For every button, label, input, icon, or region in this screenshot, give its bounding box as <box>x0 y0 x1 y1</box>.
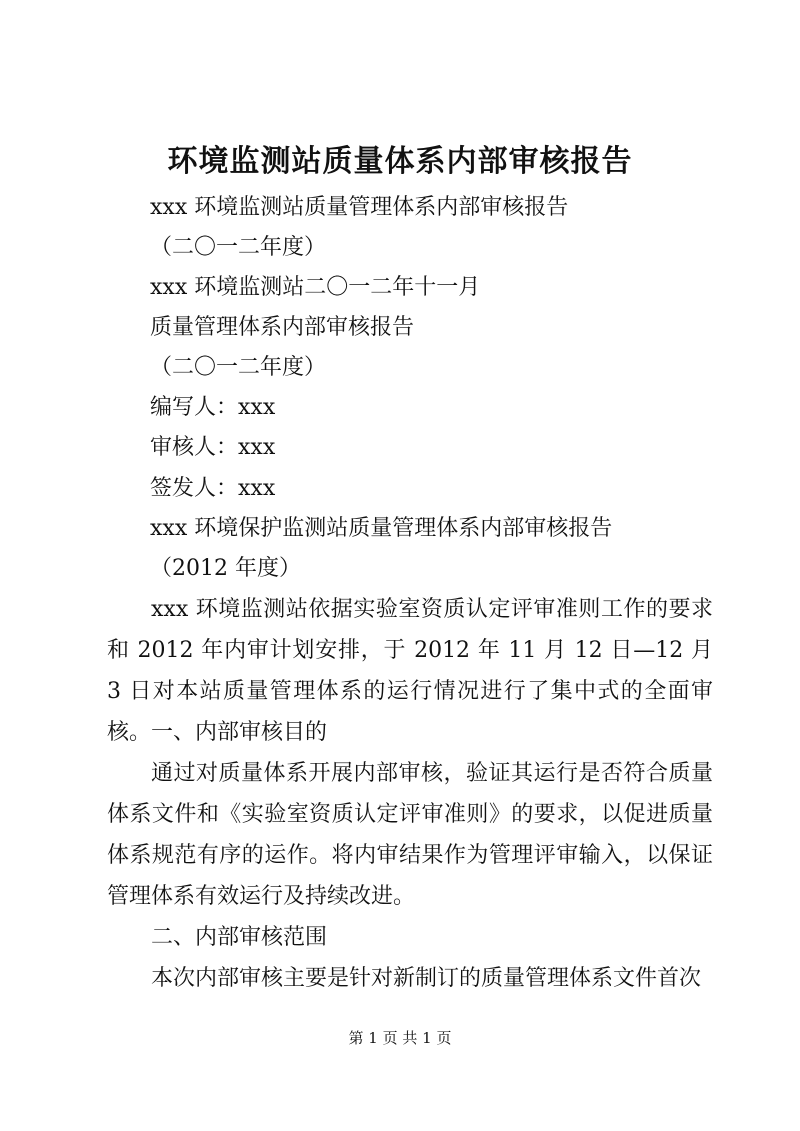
section-heading: 一、内部审核目的 <box>151 720 328 745</box>
document-line: xxx 环境监测站质量管理体系内部审核报告 <box>150 195 569 220</box>
body-paragraph: 通过对质量体系开展内部审核，验证其运行是否符合质量体系文件和《实验室资质认定评审准则》的要求，以促进质量体系规范有序的运作。将内审结果作为管理评审输入，以保证管理体系有效运行及持续改进。 <box>107 761 713 909</box>
document-line: 质量管理体系内部审核报告 <box>150 315 415 340</box>
document-line: xxx 环境保护监测站质量管理体系内部审核报告 <box>150 516 613 541</box>
section-heading: 二、内部审核范围 <box>151 925 328 950</box>
document-line: （2012 年度） <box>150 556 301 581</box>
document-line: （二〇一二年度） <box>150 235 327 260</box>
document-line: 签发人：xxx <box>150 476 276 501</box>
body-paragraph: xxx 环境监测站依据实验室资质认定评审准则工作的要求和 2012 年内审计划安排，于 2012 年 11 月 12 日—12 月 3 日对本站质量管理体系的运行情况进行了集中式的全面审核。 <box>107 597 713 745</box>
body-paragraph: 本次内部审核主要是针对新制订的质量管理体系文件首次 <box>151 966 702 991</box>
document-line: xxx 环境监测站二〇一二年十一月 <box>150 275 481 300</box>
document-title: 环境监测站质量体系内部审核报告 <box>167 144 633 179</box>
page-number-footer: 第 1 页 共 1 页 <box>348 1029 452 1047</box>
document-line: （二〇一二年度） <box>150 355 327 380</box>
document-line: 审核人：xxx <box>150 435 276 460</box>
document-line: 编写人：xxx <box>150 395 276 420</box>
